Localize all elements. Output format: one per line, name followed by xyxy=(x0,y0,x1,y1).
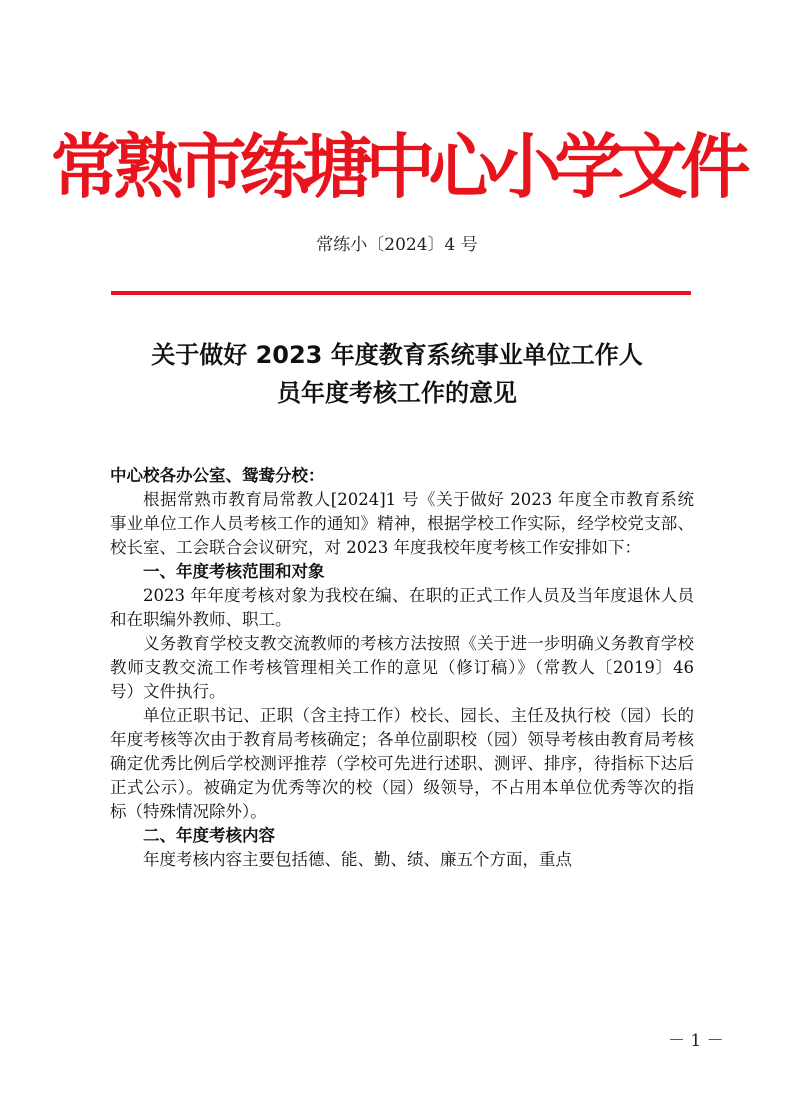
header-divider-line xyxy=(111,291,691,295)
document-body xyxy=(110,464,694,872)
section-2-heading: 二、年度考核内容 xyxy=(143,826,275,845)
page-number: － 1 － xyxy=(668,1031,724,1051)
document-header-title: 常熟市练塘中心小学文件 xyxy=(50,126,744,208)
document-number: 常练小〔2024〕4 号 xyxy=(316,235,478,255)
salutation: 中心校各办公室、鸳鸯分校： xyxy=(110,466,325,485)
section-1-heading: 一、年度考核范围和对象 xyxy=(143,562,325,581)
title-line-2: 员年度考核工作的意见 xyxy=(277,379,517,407)
title-line-1: 关于做好 2023 年度教育系统事业单位工作人 xyxy=(151,341,643,369)
section-1-paragraph-3: 单位正职书记、正职（含主持工作）校长、园长、主任及执行校（园）长的年度考核等次由于教育局考核确定；各单位副职校（园）领导考核由教育局考核确定优秀比例后学校测评推荐（学校可先进行述职、测评、排序，待指标下达后正式公示）。被确定为优秀等次的校（园）级领导，不占用本单位优秀等次的指标（特殊情况除外）。 xyxy=(110,706,694,821)
section-1-paragraph-1: 2023 年年度考核对象为我校在编、在职的正式工作人员及当年度退休人员和在职编外教师、职工。 xyxy=(110,586,694,629)
document-title xyxy=(100,336,694,412)
section-1-paragraph-2: 义务教育学校支教交流教师的考核方法按照《关于进一步明确义务教育学校教师支教交流工作考核管理相关工作的意见（修订稿）》（常教人〔2019〕46 号）文件执行。 xyxy=(110,634,694,701)
intro-paragraph: 根据常熟市教育局常教人[2024]1 号《关于做好 2023 年度全市教育系统事业单位工作人员考核工作的通知》精神，根据学校工作实际，经学校党支部、校长室、工会联合会议研究，对 2023 年度我校年度考核工作安排如下： xyxy=(110,490,694,557)
section-2-paragraph-1: 年度考核内容主要包括德、能、勤、绩、廉五个方面，重点 xyxy=(143,850,572,869)
